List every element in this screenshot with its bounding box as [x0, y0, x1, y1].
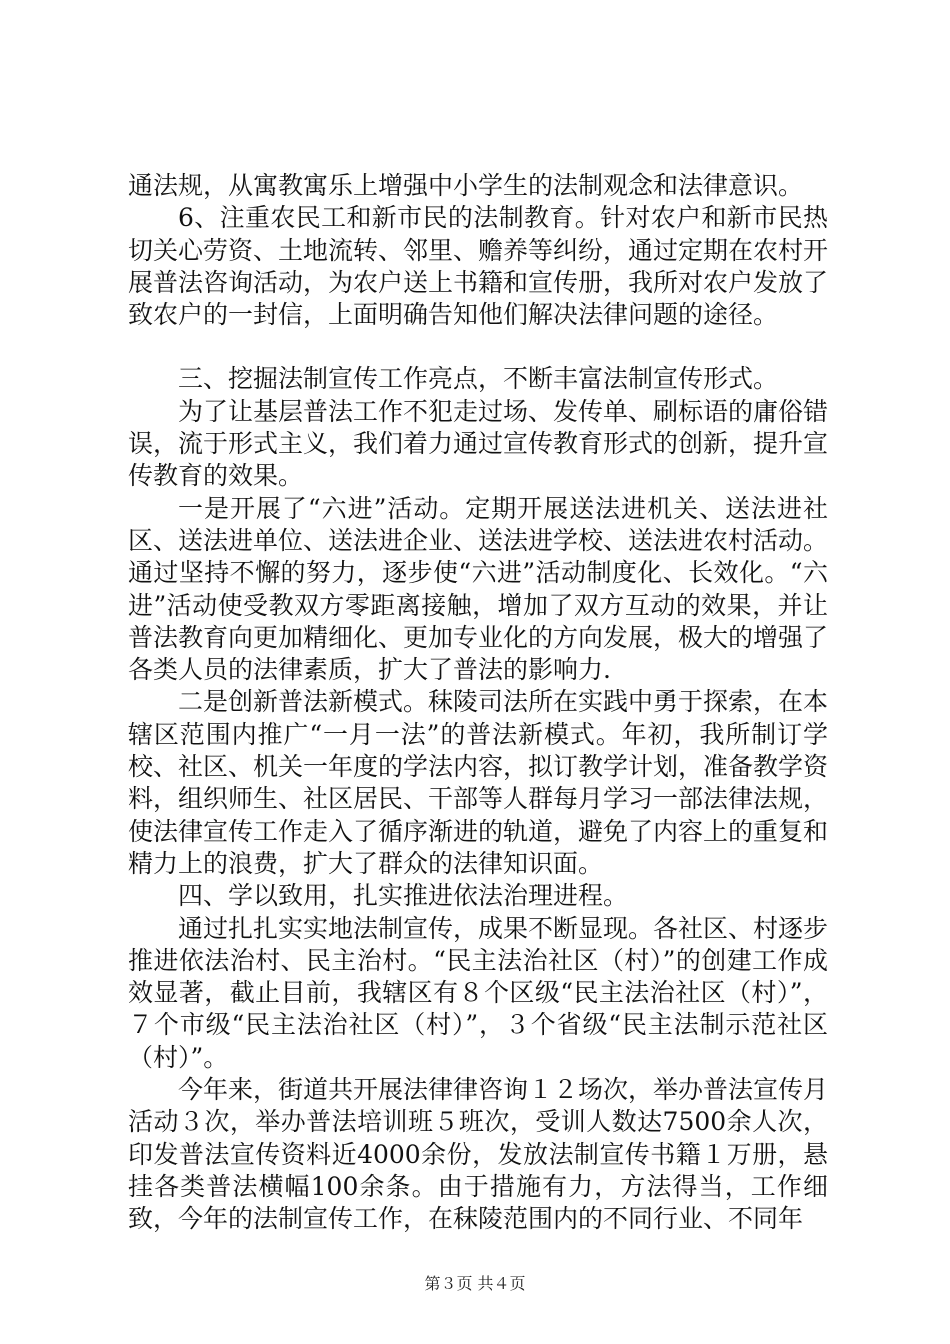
paragraph-spacer — [128, 331, 828, 363]
section-heading-4: 四、学以致用，扎实推进依法治理进程。 — [178, 881, 629, 911]
paragraph-results: 通过扎扎实实地法制宣传，成果不断显现。各社区、村逐步推进依法治村、民主治村。“民主法治社区（村）”的创建工作成效显著，截止目前，我辖区有８个区级“民主法治社区（村）”，７个市级“民主法治社区（村）”，３个省级“民主法制示范社区（村）”。 — [128, 913, 829, 1072]
paragraph-new-mode: 二是创新普法新模式。秣陵司法所在实践中勇于探索，在本辖区范围内推广“一月一法”的普法新模式。年初，我所制订学校、社区、机关一年度的学法内容，拟订教学计划，准备教学资料，组织师生、社区居民、干部等人群每月学习一部法律法规，使法律宣传工作走入了循序渐进的轨道，避免了内容上的重复和精力上的浪费，扩大了群众的法律知识面。 — [128, 687, 829, 878]
section-heading-3: 三、挖掘法制宣传工作亮点，不断丰富法制宣传形式。 — [178, 364, 779, 394]
paragraph-continuation: 通法规，从寓教寓乐上增强中小学生的法制观念和法律意识。 — [128, 171, 804, 200]
page-footer: 第３页 共４页 — [424, 1274, 526, 1293]
paragraph-intro: 为了让基层普法工作不犯走过场、发传单、刷标语的庸俗错误，流于形式主义，我们着力通过宣传教育形式的创新，提升宣传教育的效果。 — [128, 396, 829, 491]
paragraph-six-jin: 一是开展了“六进”活动。定期开展送法进机关、送法进社区、送法进单位、送法进企业、送法进学校、送法进农村活动。通过坚持不懈的努力，逐步使“六进”活动制度化、长效化。“六进”活动使受教双方零距离接触，增加了双方互动的效果，并让普法教育向更加精细化、更加专业化的方向发展，极大的增强了各类人员的法律素质，扩大了普法的影响力. — [128, 493, 829, 685]
paragraph-statistics: 今年来，街道共开展法律律咨询１２场次，举办普法宣传月活动３次，举办普法培训班５班次，受训人数达7500余人次，印发普法宣传资料近4000余份，发放法制宣传书籍１万册，悬挂各类普法横幅100余条。由于措施有力，方法得当，工作细致，今年的法制宣传工作，在秣陵范围内的不同行业、不同年 — [128, 1075, 829, 1234]
paragraph-item-6: 6、注重农民工和新市民的法制教育。针对农户和新市民热切关心劳资、土地流转、邻里、赡养等纠纷，通过定期在农村开展普法咨询活动，为农户送上书籍和宣传册，我所对农户发放了致农户的一封信，上面明确告知他们解决法律问题的途径。 — [128, 203, 829, 330]
document-body — [128, 170, 828, 1236]
